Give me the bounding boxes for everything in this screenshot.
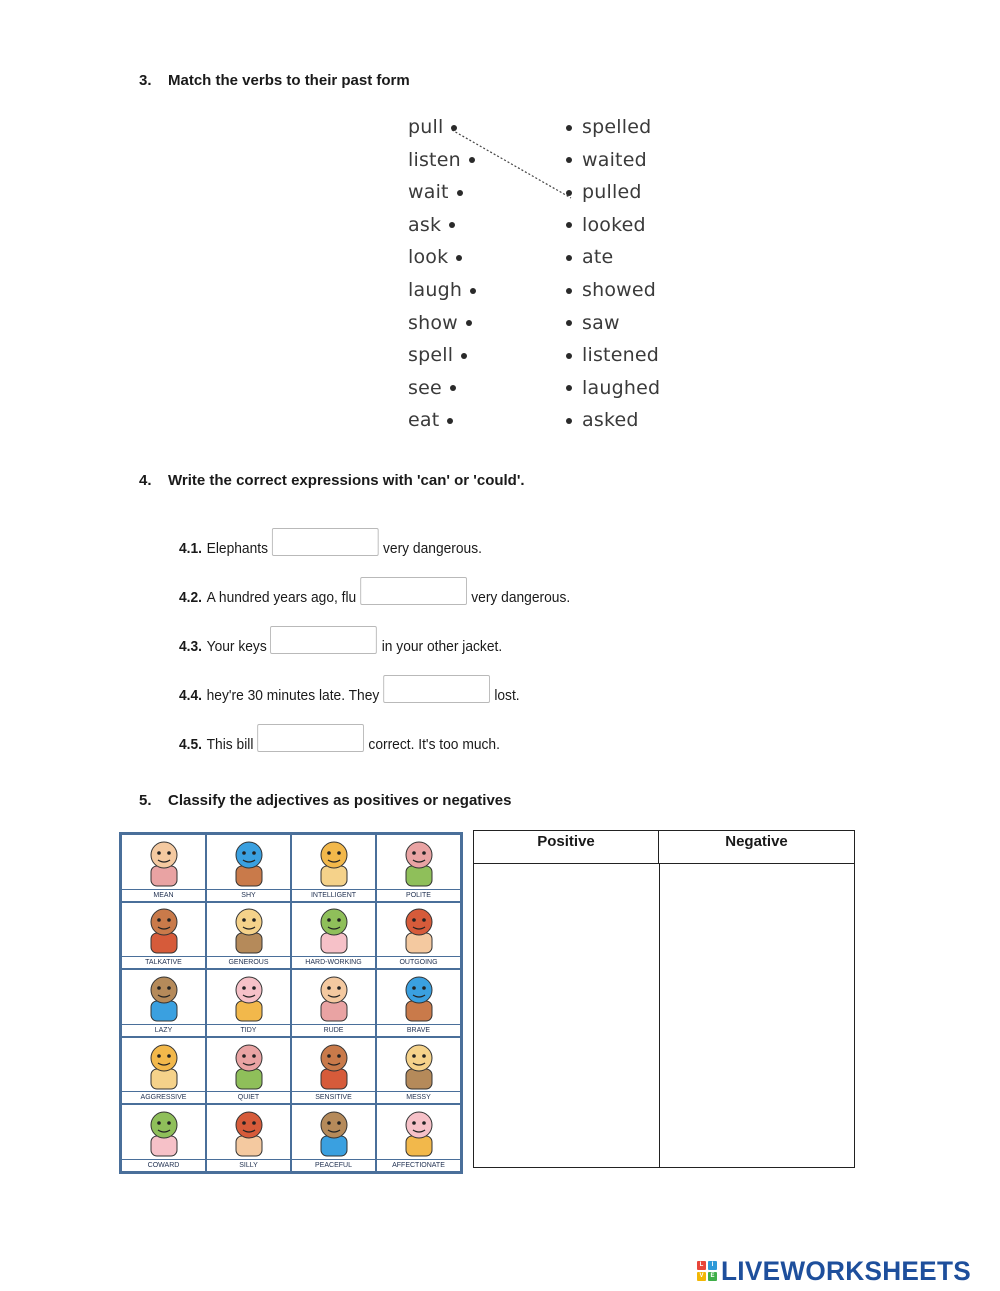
section-5-title: Classify the adjectives as positives or negatives (168, 792, 512, 809)
verb-item[interactable] (408, 377, 456, 399)
adjective-card[interactable] (121, 834, 206, 902)
verb-item[interactable] (408, 344, 467, 366)
adjective-card[interactable] (291, 969, 376, 1037)
match-dot-icon[interactable] (450, 385, 456, 391)
verb-item[interactable] (408, 214, 455, 236)
adjective-picture (292, 1105, 375, 1159)
past-form-item[interactable] (566, 377, 660, 399)
past-form-label: ate (582, 246, 614, 269)
verb-item[interactable] (408, 279, 476, 301)
adjective-picture-grid (119, 832, 463, 1174)
verb-label: show (408, 311, 458, 334)
past-form-item[interactable] (566, 246, 613, 268)
adjective-card[interactable] (376, 902, 461, 970)
verb-label: look (408, 246, 449, 269)
match-dot-icon[interactable] (566, 353, 572, 359)
answer-input[interactable] (272, 528, 379, 556)
match-dot-icon[interactable] (470, 288, 476, 294)
question-4-2 (179, 589, 570, 606)
adjective-card[interactable] (291, 834, 376, 902)
match-dot-icon[interactable] (566, 190, 572, 196)
section-5-number: 5. (139, 792, 152, 809)
match-dot-icon[interactable] (469, 157, 475, 163)
logo-text: LIVEWORKSHEETS (721, 1255, 972, 1286)
match-dot-icon[interactable] (566, 288, 572, 294)
question-label: 4.2. (179, 589, 203, 606)
match-dot-icon[interactable] (566, 418, 572, 424)
match-dot-icon[interactable] (566, 125, 572, 131)
question-4-5 (179, 736, 500, 753)
adjective-label: GENEROUS (207, 956, 290, 968)
adjective-label: TALKATIVE (122, 956, 205, 968)
adjective-picture (207, 903, 290, 957)
adjective-picture (292, 835, 375, 889)
past-form-label: saw (582, 311, 620, 334)
past-form-item[interactable] (566, 149, 647, 171)
adjective-label: AFFECTIONATE (377, 1159, 460, 1171)
matching-exercise (400, 112, 680, 452)
cartoon-person-icon (305, 1039, 363, 1091)
match-dot-icon[interactable] (566, 385, 572, 391)
cartoon-person-icon (220, 971, 278, 1023)
match-dot-icon[interactable] (566, 255, 572, 261)
section-3-number: 3. (139, 72, 152, 89)
adjective-picture (207, 1105, 290, 1159)
adjective-picture (292, 970, 375, 1024)
cartoon-person-icon (220, 903, 278, 955)
adjective-picture (292, 1038, 375, 1092)
adjective-picture (122, 1038, 205, 1092)
adjective-card[interactable] (376, 1104, 461, 1172)
adjective-card[interactable] (376, 1037, 461, 1105)
liveworksheets-logo (697, 1256, 979, 1286)
adjective-picture (292, 903, 375, 957)
adjective-picture (377, 1105, 460, 1159)
adjective-picture (122, 835, 205, 889)
adjective-label: SENSITIVE (292, 1091, 375, 1103)
adjective-card[interactable] (206, 902, 291, 970)
adjective-card[interactable] (206, 834, 291, 902)
question-text-after: lost. (494, 687, 520, 704)
question-text-after: in your other jacket. (381, 638, 503, 655)
question-label: 4.4. (179, 687, 203, 704)
question-text-before: Your keys (206, 638, 267, 655)
past-form-label: pulled (582, 181, 642, 204)
adjective-picture (377, 903, 460, 957)
verb-item[interactable] (408, 181, 463, 203)
cartoon-person-icon (390, 903, 448, 955)
logo-square: V (697, 1272, 706, 1281)
classification-table (473, 830, 855, 1168)
section-3-heading (139, 72, 410, 89)
adjective-card[interactable] (291, 902, 376, 970)
logo-square: I (708, 1261, 717, 1270)
question-text-after: correct. It's too much. (368, 736, 500, 753)
negative-header: Negative (659, 831, 854, 864)
question-text-before: This bill (206, 736, 254, 753)
answer-input[interactable] (257, 724, 364, 752)
past-form-item[interactable] (566, 116, 651, 138)
cartoon-person-icon (305, 836, 363, 888)
verb-label: ask (408, 213, 442, 236)
verb-item[interactable] (408, 116, 457, 138)
adjective-label: PEACEFUL (292, 1159, 375, 1171)
adjective-label: LAZY (122, 1024, 205, 1036)
past-form-label: looked (582, 213, 646, 236)
adjective-picture (122, 1105, 205, 1159)
verb-label: listen (408, 148, 461, 171)
match-dot-icon[interactable] (449, 222, 455, 228)
verb-item[interactable] (408, 409, 453, 431)
adjective-label: SHY (207, 889, 290, 901)
match-dot-icon[interactable] (447, 418, 453, 424)
adjective-card[interactable] (376, 969, 461, 1037)
question-label: 4.1. (179, 540, 203, 557)
match-dot-icon[interactable] (466, 320, 472, 326)
cartoon-person-icon (135, 1039, 193, 1091)
adjective-picture (207, 835, 290, 889)
negative-drop-zone[interactable] (660, 865, 854, 1167)
adjective-card[interactable] (121, 1104, 206, 1172)
adjective-label: MEAN (122, 889, 205, 901)
adjective-label: POLITE (377, 889, 460, 901)
cartoon-person-icon (390, 971, 448, 1023)
past-form-label: laughed (582, 376, 661, 399)
cartoon-person-icon (135, 836, 193, 888)
adjective-label: MESSY (377, 1091, 460, 1103)
cartoon-person-icon (305, 903, 363, 955)
adjective-picture (377, 970, 460, 1024)
past-form-label: asked (582, 409, 639, 432)
past-form-item[interactable] (566, 181, 642, 203)
adjective-label: TIDY (207, 1024, 290, 1036)
positive-drop-zone[interactable] (474, 865, 659, 1167)
adjective-label: SILLY (207, 1159, 290, 1171)
adjective-card[interactable] (291, 1104, 376, 1172)
verb-label: wait (408, 181, 449, 204)
adjective-card[interactable] (291, 1037, 376, 1105)
verb-label: pull (408, 116, 444, 138)
past-form-label: waited (582, 148, 647, 171)
section-3-title: Match the verbs to their past form (168, 72, 410, 89)
cartoon-person-icon (390, 836, 448, 888)
cartoon-person-icon (305, 1106, 363, 1158)
cartoon-person-icon (220, 1106, 278, 1158)
section-4-heading (139, 472, 525, 489)
verb-item[interactable] (408, 312, 472, 334)
adjective-picture (207, 970, 290, 1024)
past-form-label: showed (582, 279, 657, 301)
verb-label: spell (408, 344, 454, 367)
past-form-item[interactable] (566, 312, 620, 334)
logo-mark-icon (697, 1261, 717, 1281)
match-dot-icon[interactable] (566, 320, 572, 326)
match-dot-icon[interactable] (566, 157, 572, 163)
verb-item[interactable] (408, 149, 475, 171)
adjective-picture (122, 970, 205, 1024)
question-4-3 (179, 638, 502, 655)
answer-input[interactable] (360, 577, 467, 605)
verb-label: eat (408, 409, 440, 432)
past-form-item[interactable] (566, 214, 646, 236)
cartoon-person-icon (390, 1039, 448, 1091)
match-dot-icon[interactable] (457, 190, 463, 196)
adjective-label: BRAVE (377, 1024, 460, 1036)
past-form-item[interactable] (566, 279, 656, 301)
adjective-picture (122, 903, 205, 957)
adjective-card[interactable] (376, 834, 461, 902)
cartoon-person-icon (390, 1106, 448, 1158)
verb-label: laugh (408, 279, 463, 301)
past-form-item[interactable] (566, 344, 659, 366)
cartoon-person-icon (220, 1039, 278, 1091)
question-text-before: Elephants (206, 540, 269, 557)
adjective-label: AGGRESSIVE (122, 1091, 205, 1103)
adjective-card[interactable] (121, 969, 206, 1037)
verb-label: see (408, 376, 442, 399)
past-form-label: spelled (582, 116, 652, 138)
question-text-after: very dangerous. (383, 540, 482, 557)
adjective-card[interactable] (121, 902, 206, 970)
adjective-label: COWARD (122, 1159, 205, 1171)
question-4-4 (179, 687, 520, 704)
adjective-label: RUDE (292, 1024, 375, 1036)
section-5-heading (139, 792, 512, 809)
section-4-title: Write the correct expressions with 'can' or 'could'. (168, 472, 525, 489)
adjective-card[interactable] (121, 1037, 206, 1105)
past-form-item[interactable] (566, 409, 639, 431)
positive-header: Positive (474, 831, 659, 864)
cartoon-person-icon (305, 971, 363, 1023)
answer-input[interactable] (383, 675, 490, 703)
logo-square: L (697, 1261, 706, 1270)
past-form-label: listened (582, 344, 659, 367)
question-label: 4.5. (179, 736, 203, 753)
match-dot-icon[interactable] (456, 255, 462, 261)
adjective-card[interactable] (206, 1104, 291, 1172)
match-dot-icon[interactable] (461, 353, 467, 359)
question-text-before: A hundred years ago, flu (206, 589, 357, 606)
match-dot-icon[interactable] (566, 222, 572, 228)
adjective-label: QUIET (207, 1091, 290, 1103)
question-text-after: very dangerous. (471, 589, 571, 606)
match-dot-icon[interactable] (451, 125, 457, 131)
adjective-label: HARD-WORKING (292, 956, 375, 968)
adjective-card[interactable] (206, 1037, 291, 1105)
logo-square: E (708, 1272, 717, 1281)
adjective-label: OUTGOING (377, 956, 460, 968)
cartoon-person-icon (135, 903, 193, 955)
question-text-before: hey're 30 minutes late. They (206, 687, 380, 704)
question-label: 4.3. (179, 638, 203, 655)
adjective-label: INTELLIGENT (292, 889, 375, 901)
cartoon-person-icon (135, 1106, 193, 1158)
adjective-picture (377, 1038, 460, 1092)
section-4-number: 4. (139, 472, 152, 489)
cartoon-person-icon (135, 971, 193, 1023)
adjective-picture (207, 1038, 290, 1092)
verb-item[interactable] (408, 246, 462, 268)
adjective-card[interactable] (206, 969, 291, 1037)
question-4-1 (179, 540, 482, 557)
cartoon-person-icon (220, 836, 278, 888)
answer-input[interactable] (270, 626, 377, 654)
adjective-picture (377, 835, 460, 889)
